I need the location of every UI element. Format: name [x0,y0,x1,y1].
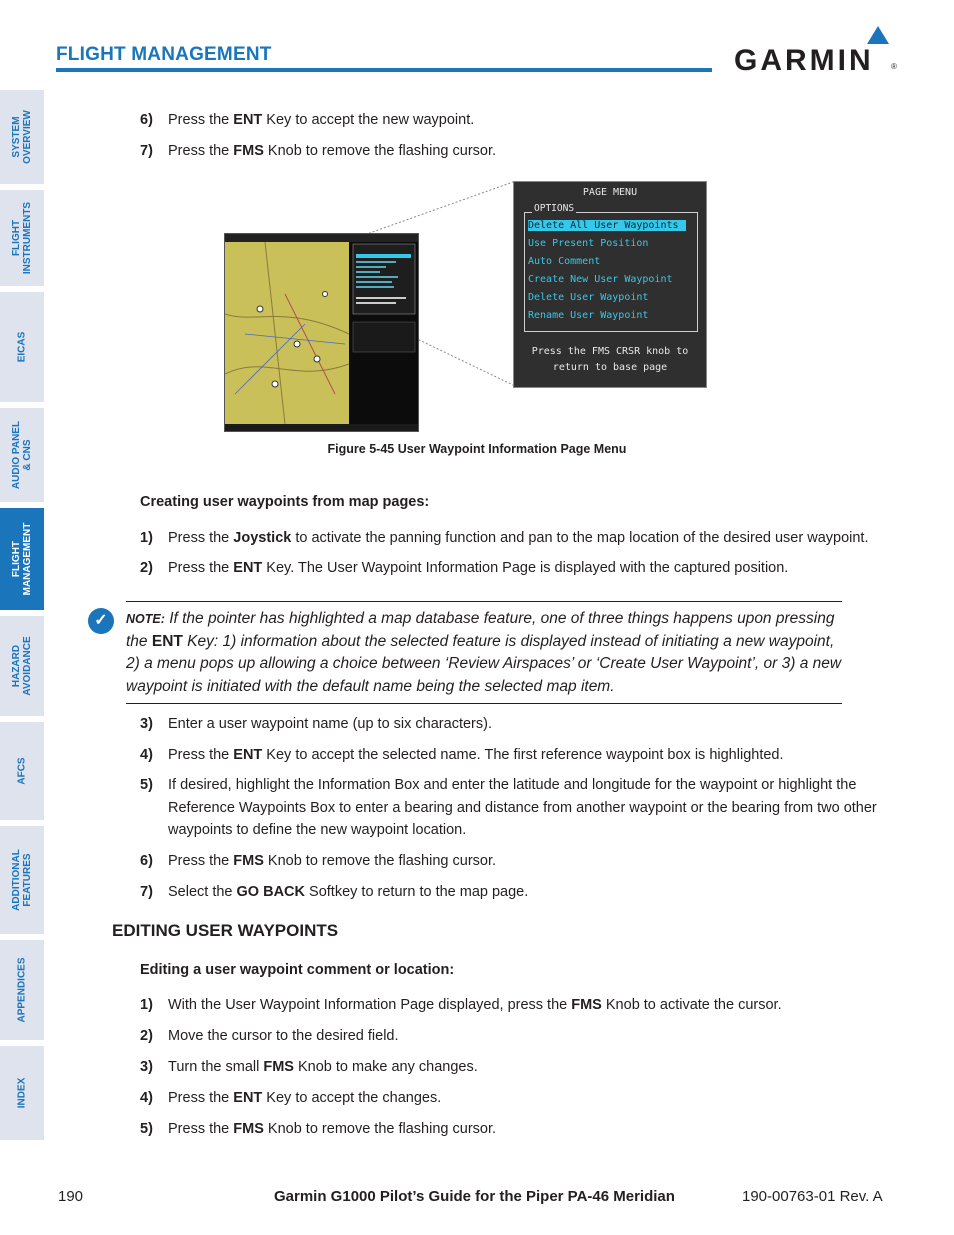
step-text: Press the ENT Key to accept the new waypoint. [168,112,475,128]
tab-index[interactable]: INDEX [0,1046,44,1140]
tab-afcs[interactable]: AFCS [0,722,44,820]
step-text: Press the ENT Key to accept the selected name. The first reference waypoint box is highlighted. [168,747,784,763]
registered-mark: ® [891,62,897,71]
step-text: Press the FMS Knob to remove the flashing cursor. [168,143,497,159]
document-number: 190-00763-01 Rev. A [742,1188,883,1205]
page-number: 190 [58,1188,84,1205]
mfd-screenshot [224,233,419,432]
menu-hint-line: Press the FMS CRSR knob to [531,346,689,357]
step-text: Move the cursor to the desired field. [168,1028,399,1044]
subheading: Editing a user waypoint comment or location: [140,962,455,978]
menu-title: PAGE MENU [582,187,638,198]
tab-additional-features[interactable]: ADDITIONAL FEATURES [0,826,44,934]
callout-lines [0,0,954,460]
menu-item[interactable]: Delete User Waypoint [528,292,649,303]
tab-appendices[interactable]: APPENDICES [0,940,44,1040]
step-text: Press the ENT Key. The User Waypoint Information Page is displayed with the captured position. [168,560,789,576]
figure-caption: Figure 5-45 User Waypoint Information Page Menu [327,442,627,456]
step-text: Turn the small FMS Knob to make any changes. [168,1059,478,1075]
options-label: OPTIONS [534,203,575,214]
step-text: Enter a user waypoint name (up to six characters). [168,716,492,732]
menu-item[interactable]: Use Present Position [528,238,649,249]
note-rule-top [126,601,842,602]
menu-item[interactable]: Rename User Waypoint [528,310,649,321]
step-text: waypoints to define the new waypoint location. [168,822,467,838]
tab-system-overview[interactable]: SYSTEM OVERVIEW [0,90,44,184]
mfd-map [225,234,418,431]
step-text: Press the FMS Knob to remove the flashing cursor. [168,853,497,869]
step-text: Select the GO BACK Softkey to return to the map page. [168,884,529,900]
step-text: Press the ENT Key to accept the changes. [168,1090,442,1106]
step-text: Press the Joystick to activate the panning function and pan to the map location of the desired user waypoint. [168,530,869,546]
menu-hint-line: return to base page [552,362,668,373]
tab-flight-management[interactable]: FLIGHT MANAGEMENT [0,508,44,610]
section-title: FLIGHT MANAGEMENT [56,44,272,65]
page-menu-panel [513,181,707,388]
tab-audio-panel-cns[interactable]: AUDIO PANEL & CNS [0,408,44,502]
step-text: Reference Waypoints Box to enter a bearing and distance from another waypoint or the bearing from two other [168,800,877,816]
step-text: With the User Waypoint Information Page displayed, press the FMS Knob to activate the cursor. [168,997,782,1013]
menu-item[interactable]: Delete All User Waypoints [528,220,686,231]
menu-item[interactable]: Create New User Waypoint [528,274,673,285]
note-text: NOTE: If the pointer has highlighted a map database feature, one of three things happens upon pressing the ENT Key: 1) information about the selected feature is displayed instead of initiating a new waypoint, 2) a menu pops up allowing a choice between ‘Review Airspaces’ or ‘Create User Waypoint’, or 3) a new waypoint is initiated with the default name being the selected map item. [126,610,842,695]
checkmark-icon: ✓ [88,608,114,634]
tab-eicas[interactable]: EICAS [0,292,44,402]
step-text: If desired, highlight the Information Box and enter the latitude and longitude for the waypoint or highlight the [168,777,857,793]
subheading: Creating user waypoints from map pages: [140,494,430,510]
tab-flight-instruments[interactable]: FLIGHT INSTRUMENTS [0,190,44,286]
tab-hazard-avoidance[interactable]: HAZARD AVOIDANCE [0,616,44,716]
step-text: Press the FMS Knob to remove the flashing cursor. [168,1121,497,1137]
menu-item[interactable]: Auto Comment [528,256,601,267]
footer-title: Garmin G1000 Pilot’s Guide for the Piper PA-46 Meridian [274,1188,675,1205]
note-rule-bottom [126,703,842,704]
section-heading: EDITING USER WAYPOINTS [112,921,339,940]
logo-text: GARMIN [734,44,874,77]
